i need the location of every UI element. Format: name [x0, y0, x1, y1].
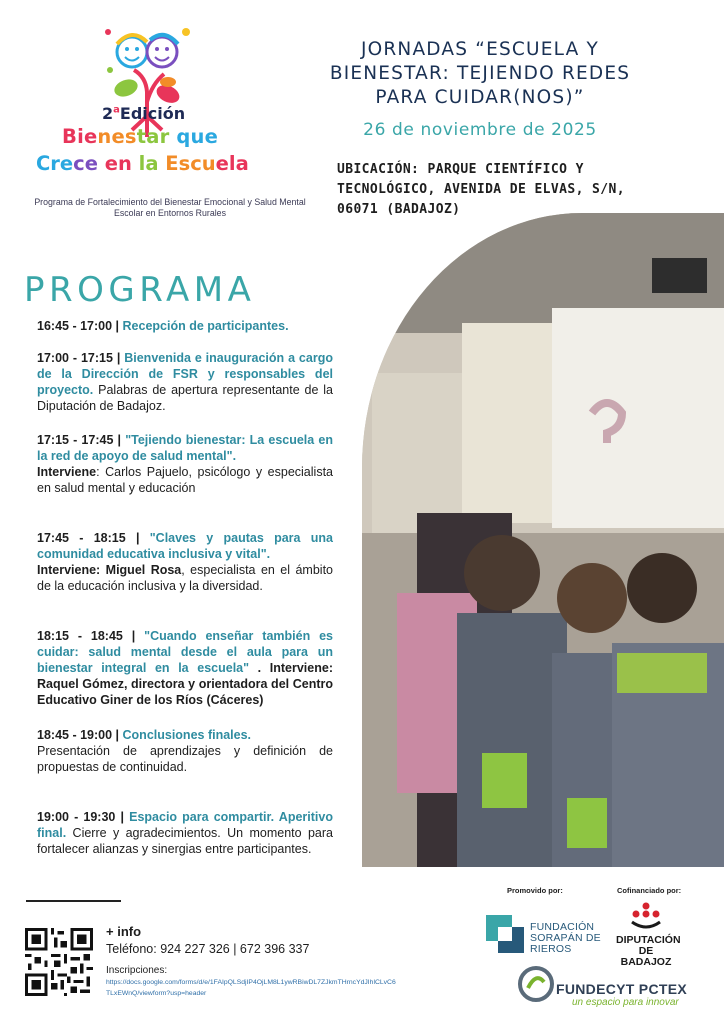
diputacion-logo-icon	[630, 902, 662, 932]
info-heading: + info	[106, 924, 142, 939]
registration-link[interactable]: https://docs.google.com/forms/d/e/1FAIpQLSdjIP4OjLM8L1ywRBiwDL7ZJkmTHrncYdJIhlCLvC6TLxEWnQ/viewform?usp=header	[106, 979, 396, 997]
program-item: 16:45 - 17:00 | Recepción de participantes.	[37, 319, 289, 333]
brand-logo	[34, 22, 306, 252]
program-item: 17:15 - 17:45 | "Tejiendo bienestar: La escuela en la red de apoyo de salud mental". Interviene: Carlos Pajuelo, psicólogo y especialista en salud mental y educación	[37, 433, 333, 495]
logo-subtitle: Programa de Fortalecimiento del Bienestar Emocional y Salud Mental Escolar en Entornos Rurales	[34, 197, 306, 218]
program-item: 18:15 - 18:45 | "Cuando enseñar también es cuidar: salud mental desde el aula para un bienestar integral en la escuela" . Interviene: Raquel Gómez, directora y orientadora del Centro Educativo Giner de los Ríos (Cáceres)	[37, 629, 333, 707]
program-heading: PROGRAMA	[24, 270, 256, 310]
program-item: 18:45 - 19:00 | Conclusiones finales. Presentación de aprendizajes y definición de propuestas de continuidad.	[37, 728, 333, 774]
edition-label: 2$^a$Edición	[102, 104, 186, 123]
classroom-photo	[362, 213, 724, 867]
event-location: UBICACIÓN: PARQUE CIENTÍFICO Y TECNOLÓGICO, AVENIDA DE ELVAS, S/N, 06071 (BADAJOZ)	[337, 162, 625, 217]
registration-label: Inscripciones:	[106, 965, 168, 976]
diputacion-logo-text: DIPUTACIÓN DE BADAJOZ	[616, 934, 681, 968]
program-item: 19:00 - 19:30 | Espacio para compartir. Aperitivo final. Cierre y agradecimientos. Un momento para fortalecer alianzas y sinergias entre participantes.	[37, 810, 333, 856]
brand-line-2: Crece en la Escuela	[36, 152, 249, 175]
footer-divider	[26, 900, 121, 902]
event-date: 26 de noviembre de 2025	[363, 120, 597, 140]
fundecyt-logo-text: FUNDECYT PCTEX	[556, 981, 687, 997]
program-item: 17:00 - 17:15 | Bienvenida e inauguración a cargo de la Dirección de FSR y responsables del proyecto. Palabras de apertura representante de la Diputación de Badajoz.	[37, 351, 333, 413]
classroom-photo-illustration	[362, 213, 724, 867]
phone-numbers: Teléfono: 924 227 326 | 672 396 337	[106, 942, 310, 956]
fsr-logo-icon	[486, 915, 528, 953]
promoted-by-label: Promovido por:	[507, 886, 563, 895]
cofinanced-by-label: Cofinanciado por:	[617, 886, 682, 895]
fundecyt-logo-icon	[518, 966, 554, 1002]
brand-line-1: Bienestar que	[62, 125, 219, 148]
fsr-logo-text: FUNDACIÓN SORAPÁN DE RIEROS	[530, 921, 601, 955]
qr-code-icon[interactable]	[25, 928, 93, 996]
program-item: 17:45 - 18:15 | "Claves y pautas para una comunidad educativa inclusiva y vital". Interviene: Miguel Rosa, especialista en el ámbito de la educación inclusiva y la diversidad.	[37, 531, 333, 593]
fundecyt-tagline: un espacio para innovar	[572, 997, 679, 1008]
event-title: JORNADAS “ESCUELA Y BIENESTAR: TEJIENDO REDES PARA CUIDAR(NOS)”	[329, 39, 631, 108]
